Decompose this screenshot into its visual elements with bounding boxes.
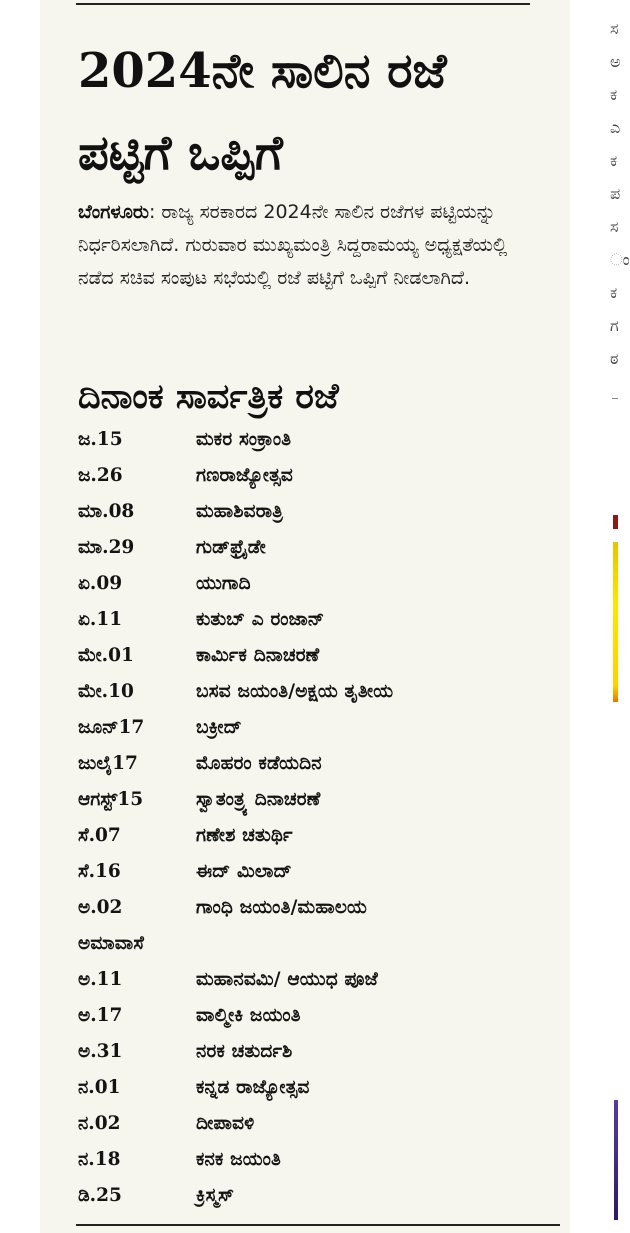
holiday-row — [78, 961, 558, 997]
holiday-date: ಜ.15 — [78, 428, 123, 450]
holiday-row — [78, 1105, 558, 1141]
holiday-name: ಮಕರ ಸಂಕ್ರಾಂತಿ — [196, 428, 292, 450]
holiday-row — [78, 781, 558, 817]
holiday-row — [78, 493, 558, 529]
holiday-name: ಕ್ರಿಸ್ಮಸ್ — [196, 1184, 235, 1206]
dateline: ಬೆಂಗಳೂರು — [78, 201, 149, 223]
holiday-date: ನ.18 — [78, 1148, 121, 1170]
holiday-list — [78, 421, 558, 1213]
advertisement-edge-purple — [614, 1100, 618, 1220]
holiday-name: ವಾಲ್ಮೀಕಿ ಜಯಂತಿ — [196, 1004, 301, 1026]
holiday-row — [78, 601, 558, 637]
headline-line-1: 2024ನೇ ಸಾಲಿನ ರಜೆ — [78, 43, 447, 99]
holiday-row — [78, 637, 558, 673]
holiday-date: ಮಾ.29 — [78, 536, 135, 558]
holiday-name: ಅಮಾವಾಸೆ — [78, 932, 145, 954]
advertisement-edge-mark — [613, 515, 618, 529]
holiday-date: ಆಗಸ್ಟ್15 — [78, 788, 144, 810]
holiday-name: ಕನ್ನಡ ರಾಜ್ಯೋತ್ಸವ — [196, 1076, 310, 1098]
holiday-row — [78, 745, 558, 781]
holiday-name: ಕುತುಬ್ ಎ ರಂಜಾನ್ — [196, 608, 325, 630]
holiday-name: ಈದ್ ಮಿಲಾದ್ — [196, 860, 292, 882]
article-body-text: : ರಾಜ್ಯ ಸರಕಾರದ 2024ನೇ ಸಾಲಿನ ರಜೆಗಳ ಪಟ್ಟಿಯನ್ನು ನಿರ್ಧರಿಸಲಾಗಿದೆ. ಗುರುವಾರ ಮುಖ್ಯಮಂತ್ರಿ ಸಿದ್ದರಾಮಯ್ಯ ಅಧ್ಯಕ್ಷತೆಯಲ್ಲಿ ನಡೆದ ಸಚಿವ ಸಂಪುಟ ಸಭೆಯಲ್ಲಿ ರಜೆ ಪಟ್ಟಿಗೆ ಒಪ್ಪಿಗೆ ನೀಡಲಾಗಿದೆ. — [78, 201, 508, 289]
holiday-date: ಡಿ.25 — [78, 1184, 122, 1206]
page-margin-left — [0, 0, 40, 1233]
headline — [78, 30, 548, 194]
holiday-date: ಸೆ.16 — [78, 860, 121, 882]
holiday-name: ಸ್ವಾತಂತ್ರ್ಯ ದಿನಾಚರಣೆ — [196, 788, 321, 810]
holiday-date: ಅ.02 — [78, 896, 123, 918]
holiday-name: ಗಣರಾಜ್ಯೋತ್ಸವ — [196, 464, 293, 486]
top-divider-rule — [76, 3, 530, 5]
holiday-date: ಜೂನ್17 — [78, 716, 145, 738]
holiday-row — [78, 889, 558, 925]
bottom-divider-rule — [76, 1224, 560, 1226]
holiday-name: ಗಾಂಧಿ ಜಯಂತಿ/ಮಹಾಲಯ — [196, 896, 368, 918]
holiday-row — [78, 565, 558, 601]
holiday-name: ಗಣೇಶ ಚತುರ್ಥಿ — [196, 824, 293, 846]
article-body — [78, 196, 548, 295]
holiday-row — [78, 1141, 558, 1177]
headline-line-2: ಪಟ್ಟಿಗೆ ಒಪ್ಪಿಗೆ — [78, 125, 283, 181]
holiday-row — [78, 529, 558, 565]
holiday-name: ಮಹಾಶಿವರಾತ್ರಿ — [196, 500, 284, 522]
holiday-name: ಬಸವ ಜಯಂತಿ/ಅಕ್ಷಯ ತೃತೀಯ — [196, 680, 394, 702]
holiday-row — [78, 421, 558, 457]
holiday-row — [78, 1033, 558, 1069]
holiday-date: ಮೇ.10 — [78, 680, 134, 702]
holiday-date: ಮೇ.01 — [78, 644, 134, 666]
holiday-name: ಯುಗಾದಿ — [196, 572, 251, 594]
holiday-name: ಕನಕ ಜಯಂತಿ — [196, 1148, 282, 1170]
holiday-row — [78, 709, 558, 745]
holiday-date: ಅ.17 — [78, 1004, 123, 1026]
holiday-date: ಅ.31 — [78, 1040, 123, 1062]
holiday-name: ಕಾರ್ಮಿಕ ದಿನಾಚರಣೆ — [196, 644, 320, 666]
holiday-row — [78, 817, 558, 853]
holiday-date: ಸೆ.07 — [78, 824, 121, 846]
holiday-date: ಏ.11 — [78, 608, 123, 630]
adjacent-column-rule — [612, 398, 618, 399]
holiday-list-heading: ದಿನಾಂಕ ಸಾರ್ವತ್ರಿಕ ರಜೆ — [78, 376, 339, 417]
holiday-date: ಅ.11 — [78, 968, 123, 990]
holiday-name: ಗುಡ್‌ಫ್ರೈಡೇ — [196, 536, 266, 558]
holiday-name: ಬಕ್ರೀದ್ — [196, 716, 242, 738]
holiday-row — [78, 457, 558, 493]
holiday-date: ಮಾ.08 — [78, 500, 135, 522]
holiday-date: ಜುಲೈ17 — [78, 752, 138, 774]
holiday-date: ನ.02 — [78, 1112, 121, 1134]
advertisement-edge-yellow — [613, 542, 618, 702]
holiday-date: ಜ.26 — [78, 464, 123, 486]
holiday-name: ದೀಪಾವಳಿ — [196, 1112, 255, 1134]
holiday-name: ಮೊಹರಂ ಕಡೆಯದಿನ — [196, 752, 322, 774]
holiday-name: ಮಹಾನವಮಿ/ ಆಯುಧ ಪೂಜೆ — [196, 968, 378, 990]
holiday-row — [78, 925, 558, 961]
holiday-row — [78, 1177, 558, 1213]
holiday-date: ನ.01 — [78, 1076, 121, 1098]
holiday-date: ಏ.09 — [78, 572, 123, 594]
holiday-row — [78, 853, 558, 889]
adjacent-column-text-fragment: ಸ ಅ ಕ ಎ ಕ ಪ ಸ ಂ ಕ ಗ ಠ — [610, 19, 630, 368]
holiday-row — [78, 997, 558, 1033]
holiday-row — [78, 673, 558, 709]
holiday-row — [78, 1069, 558, 1105]
holiday-name: ನರಕ ಚತುರ್ದಶಿ — [196, 1040, 293, 1062]
